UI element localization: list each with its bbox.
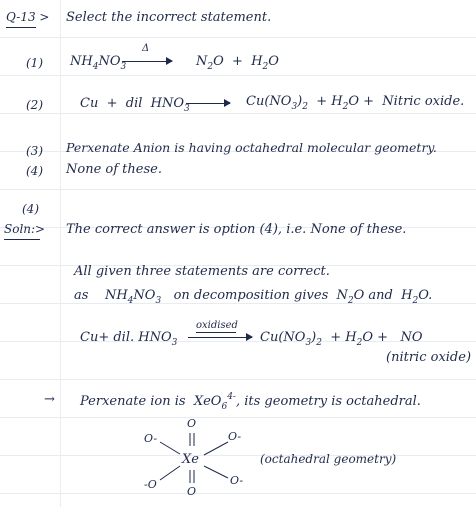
option-2-number: (2) (26, 98, 43, 112)
equation-products: $Cu(NO_3)_2 + H_2O$ + NO (260, 330, 423, 348)
bond-left-top (160, 442, 180, 454)
equation-reactant: Cu+ dil. $HNO_3$ (80, 330, 178, 348)
answer-text: The correct answer is option (4), i.e. None of these. (66, 222, 407, 237)
bond-right-bottom (204, 466, 228, 478)
structure-o-right-bottom: O- (230, 474, 244, 487)
option-2-products: $Cu(NO_3)_2 + H_2O$ + Nitric oxide. (246, 94, 465, 112)
equation-note: (nitric oxide) (386, 350, 472, 365)
option-1-reactant: $NH_4NO_3$ (70, 54, 127, 72)
equation-arrow-label: oxidised (196, 320, 238, 331)
option-2-reactant: Cu + dil $HNO_3$ (80, 96, 190, 114)
bond-right-top (204, 442, 228, 455)
option-1-number: (1) (26, 56, 43, 70)
question-prompt: Select the incorrect statement. (66, 10, 272, 25)
answer-number: (4) (22, 202, 39, 216)
arrow-bullet: → (44, 392, 55, 407)
option-1-arrow-label: Δ (142, 43, 150, 54)
option-1-products: $N_2O + H_2O$ (196, 54, 279, 72)
structure-o-right-top: O- (228, 430, 242, 443)
perxenate-statement: Perxenate ion is XeO$_6^{4-}$, its geometry is octahedral. (80, 392, 421, 412)
solution-label: Soln:> (4, 222, 46, 236)
structure-label: (octahedral geometry) (260, 452, 397, 466)
structure-bottom-o: O (187, 485, 197, 498)
option-4-number: (4) (26, 164, 43, 178)
structure-top-o: O (187, 417, 197, 430)
structure-o-left-bottom: -O (144, 478, 157, 491)
explanation-line-2: as $NH_4NO_3$ on decomposition gives $N_2O$ and $H_2O$. (74, 288, 433, 306)
structure-o-left-top: O- (144, 432, 158, 445)
option-4-text: None of these. (66, 162, 162, 177)
bond-left-bottom (160, 466, 180, 480)
question-label: Q-13 > (6, 10, 50, 24)
structure-center: Xe (182, 452, 199, 467)
option-3-text: Perxenate Anion is having octahedral molecular geometry. (66, 140, 437, 155)
option-3-number: (3) (26, 144, 43, 158)
explanation-line-1: All given three statements are correct. (74, 264, 330, 279)
